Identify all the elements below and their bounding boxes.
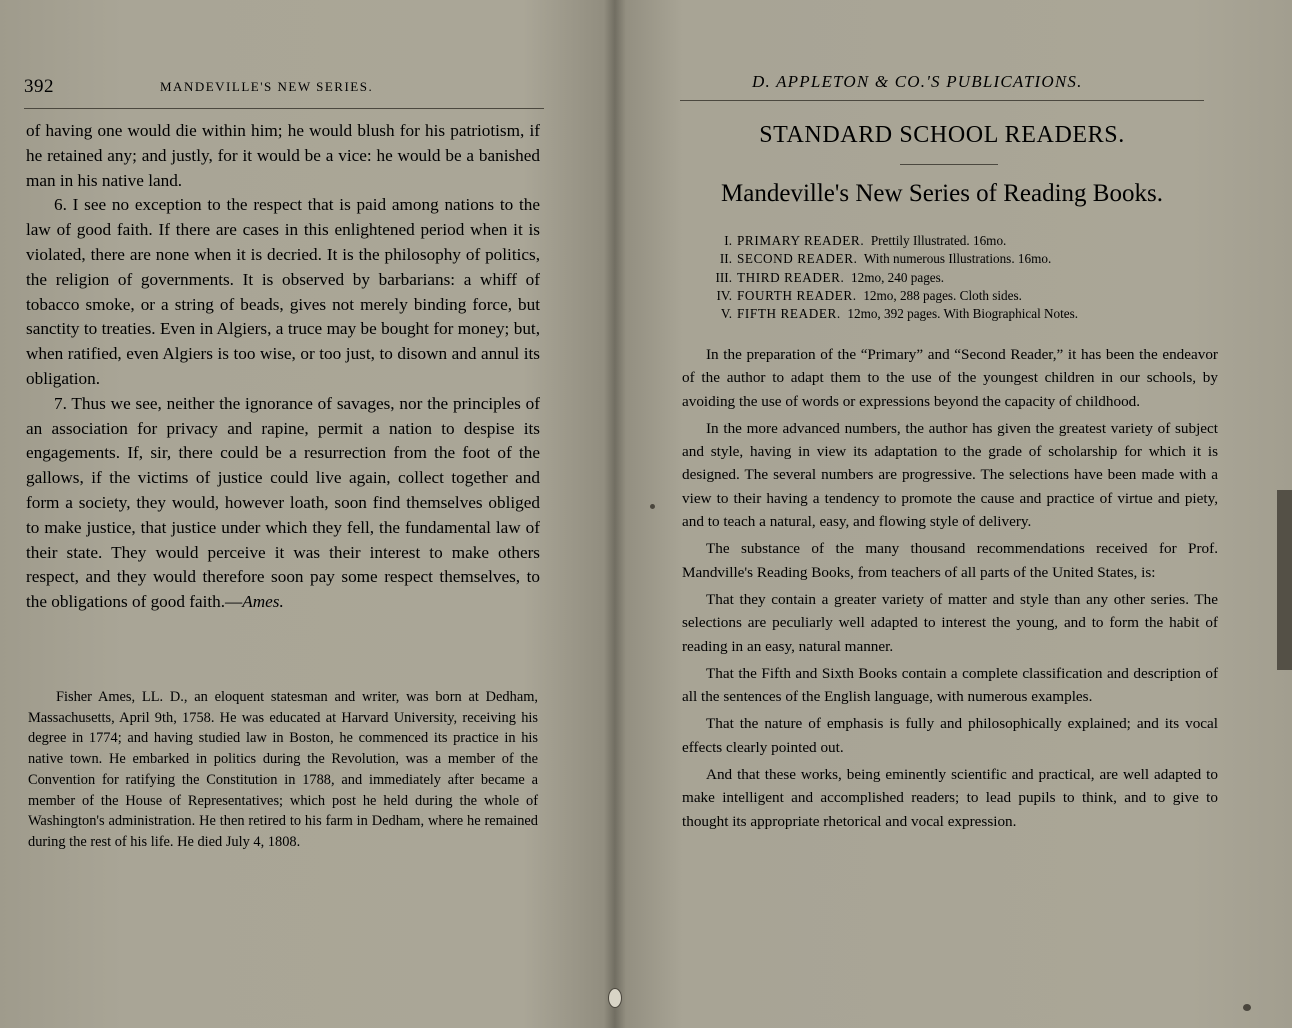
- list-item: [700, 232, 1190, 250]
- book-gutter: [604, 0, 626, 1028]
- left-body-text: [26, 119, 540, 615]
- background-edge: [1277, 490, 1292, 670]
- left-paragraph: of having one would die within him; he would blush for his patriotism, if he retained any; and justly, for it would be a vice: he would be a banished man in his native land.: [26, 121, 540, 190]
- list-item-detail: With numerous Illustrations. 16mo.: [863, 251, 1052, 267]
- list-item-title: FOURTH READER.: [737, 287, 857, 303]
- list-item: [700, 287, 1190, 305]
- list-item-number: II.: [719, 251, 732, 267]
- left-paragraph: 6. I see no exception to the respect that is paid among nations to the law of good faith. If there are cases in this enlightened period when it is violated, there are none when it is decried. It is the philosophy of politics, the religion of governments. It is observed by barbarians: a whiff of tobacco smoke, or a string of beads, gives not merely binding force, but sanctity to treaties. Even in Algiers, a truce may be bought for money; but, when ratified, even Algiers is too wise, or too just, to disown and annul its obligation.: [26, 195, 540, 388]
- list-item-detail: Prettily Illustrated. 16mo.: [870, 233, 1007, 248]
- page-subheading: Mandeville's New Series of Reading Books.: [721, 180, 1163, 207]
- right-paragraph: And that these works, being eminently scientific and practical, are well adapted to make intelligent and accomplished readers; to lead pupils to think, and to give to thought its appropriate rhetorical and vocal expression.: [682, 766, 1218, 830]
- right-paragraph: In the preparation of the “Primary” and “Second Reader,” it has been the endeavor of the author to adapt them to the use of the youngest children in our schools, by avoiding the use of words or expressions beyond the capacity of childhood.: [682, 346, 1218, 410]
- list-item-number: V.: [720, 306, 732, 322]
- paper-blemish: [650, 504, 655, 509]
- page-number: 392: [24, 76, 54, 97]
- list-item-detail: 12mo, 288 pages. Cloth sides.: [863, 287, 1022, 303]
- list-item-number: IV.: [716, 287, 732, 303]
- reader-list: [700, 232, 1190, 323]
- biographical-note: Fisher Ames, LL. D., an eloquent statesman and writer, was born at Dedham, Massachusetts, April 9th, 1758. He was educated at Harvard University, receiving his degree in 1774; and having studied law in Boston, he commenced its practice in his native town. He embarked in politics during the Revolution, was a member of the Convention for ratifying the Constitution in 1788, and immediately after became a member of the House of Representatives; which post he held during the whole of Washington's administration. He then retired to his farm in Dedham, where he remained during the rest of his life. He died July 4, 1808.: [28, 689, 538, 850]
- list-item-title: PRIMARY READER.: [737, 233, 865, 248]
- list-item-number: III.: [715, 269, 732, 285]
- list-item-title: SECOND READER.: [737, 251, 858, 267]
- binding-thread: [608, 988, 622, 1008]
- left-header-rule: [24, 108, 544, 109]
- right-header-rule: [680, 100, 1204, 101]
- list-item-detail: 12mo, 392 pages. With Biographical Notes.: [847, 306, 1079, 322]
- left-paragraph-text: 7. Thus we see, neither the ignorance of savages, nor the principles of an association for privacy and rapine, permit a nation to despise its engagements. If, sir, there could be a resurrection from the foot of the gallows, if the victims of justice could live again, collect together and form a society, they would, however loath, soon find themselves obliged to make justice, that justice under which they fell, the fundamental law of their state. They would perceive it was their interest to make others respect, and they would therefore soon pay some respect themselves, to the obligations of good faith.—: [26, 393, 540, 612]
- list-item: [700, 269, 1190, 287]
- paper-blemish: [1243, 1004, 1251, 1011]
- left-paragraph-last: [26, 392, 540, 615]
- list-item-title: FIFTH READER.: [737, 306, 841, 322]
- right-paragraph: That they contain a greater variety of matter and style than any other series. The selections are peculiarly well adapted to interest the young, and to form the habit of reading in an easy, natural manner.: [682, 590, 1218, 655]
- left-running-title: MANDEVILLE'S NEW SERIES.: [160, 79, 374, 94]
- list-item: [700, 250, 1190, 268]
- page-heading: STANDARD SCHOOL READERS.: [759, 122, 1125, 148]
- right-paragraph: That the nature of emphasis is fully and philosophically explained; and its vocal effects clearly pointed out.: [682, 715, 1218, 756]
- right-paragraph: In the more advanced numbers, the author has given the greatest variety of subject and style, having in view its adaptation to the grade of scholarship for which it is designed. The several numbers are progressive. The selections have been made with a view to their having a tendency to promote the cause and practice of virtue and piety, and to teach a natural, easy, and flowing style of delivery.: [682, 419, 1218, 531]
- right-body-text: [682, 343, 1218, 837]
- list-item-title: THIRD READER.: [737, 269, 845, 285]
- right-paragraph: That the Fifth and Sixth Books contain a complete classification and description of all the sentences of the English language, with numerous examples.: [682, 664, 1218, 706]
- right-running-head: D. APPLETON & CO.'S PUBLICATIONS.: [752, 72, 1083, 91]
- list-item: [700, 305, 1190, 323]
- list-item-detail: 12mo, 240 pages.: [851, 269, 945, 285]
- list-item-number: I.: [724, 233, 732, 248]
- heading-divider: [900, 164, 998, 165]
- right-paragraph: The substance of the many thousand recommendations received for Prof. Mandville's Reading Books, from teachers of all parts of the United States, is:: [682, 540, 1218, 581]
- author-attribution: Ames.: [242, 592, 284, 612]
